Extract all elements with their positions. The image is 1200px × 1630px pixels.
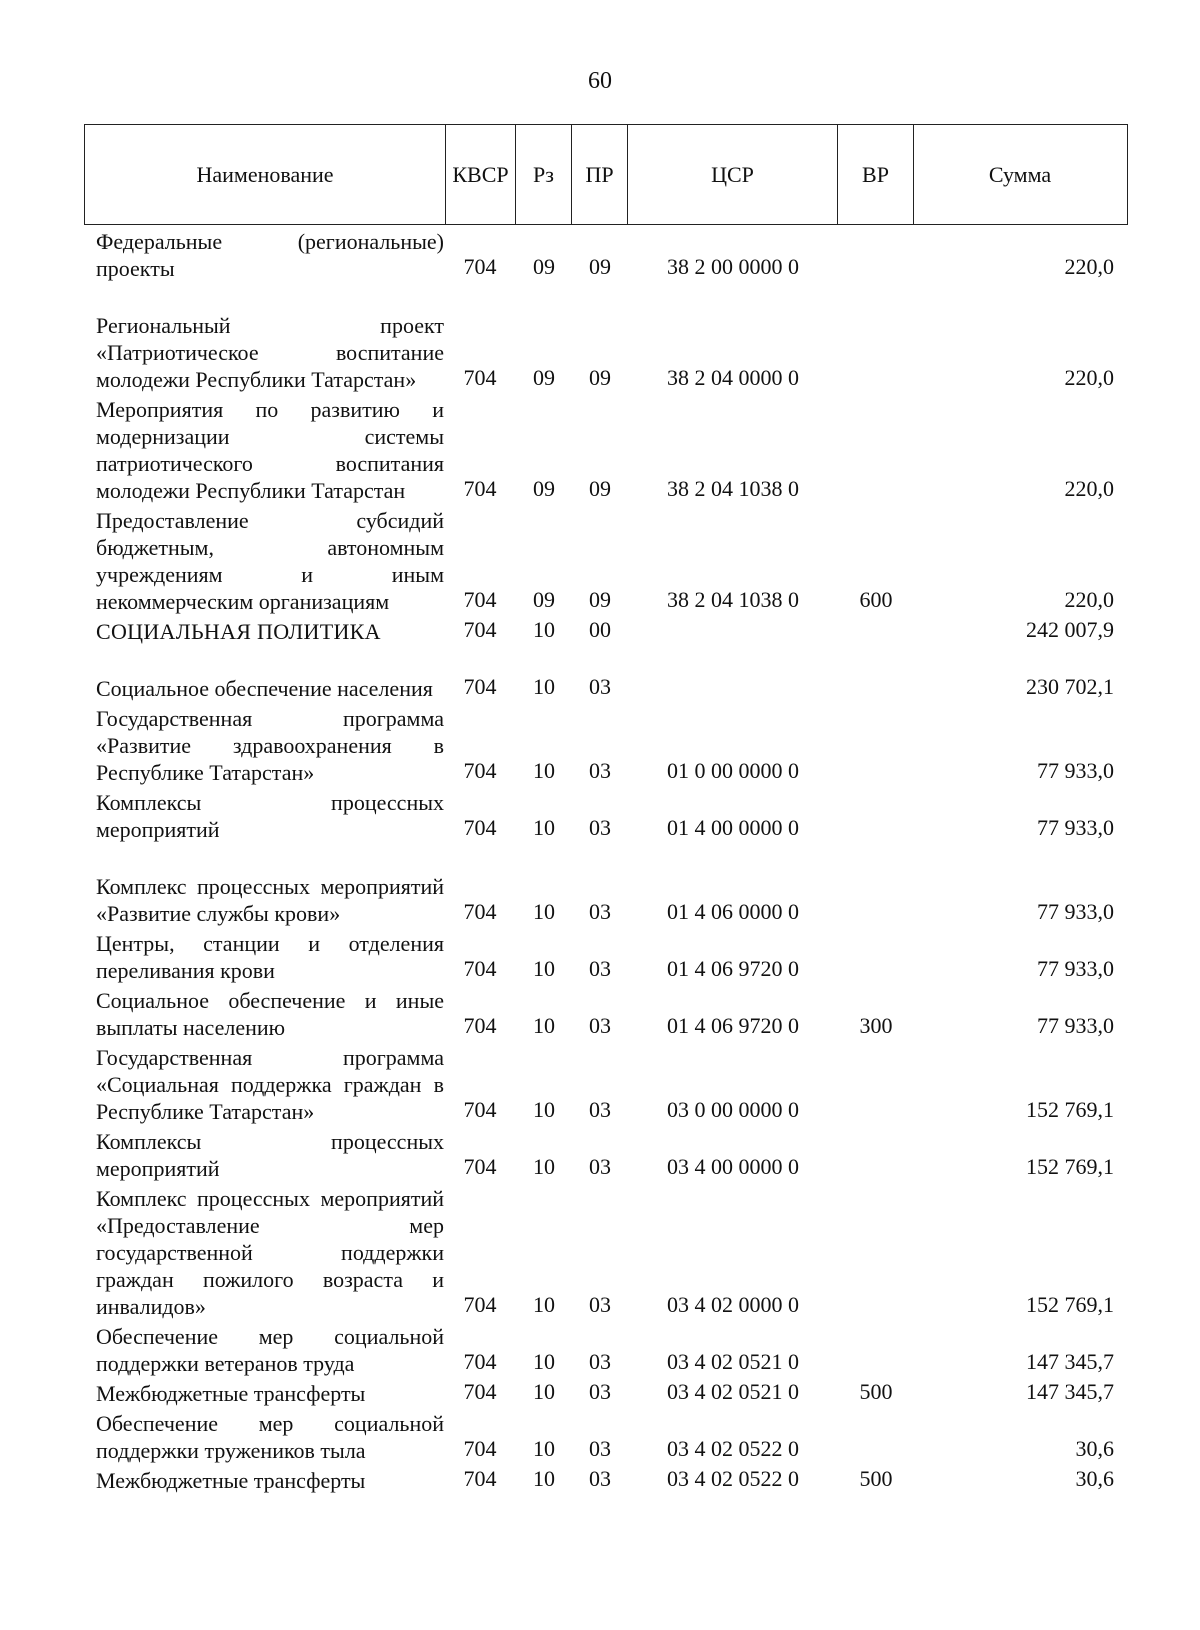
row-name: Комплексы процессных мероприятий	[96, 790, 444, 842]
cell-rz: 10	[533, 956, 555, 981]
cell-rz: 09	[533, 476, 555, 501]
cell-pr: 03	[589, 1379, 611, 1404]
cell-csr: 38 2 04 0000 0	[667, 365, 799, 390]
cell-rz: 10	[533, 815, 555, 840]
table-body	[84, 225, 1128, 1494]
cell-kvsr: 704	[463, 1097, 497, 1122]
cell-pr: 03	[589, 674, 611, 699]
cell-kvsr: 704	[463, 899, 497, 924]
cell-kvsr: 704	[463, 1436, 497, 1461]
cell-kvsr: 704	[463, 758, 497, 783]
cell-vr: 300	[859, 1013, 893, 1038]
cell-pr: 09	[589, 587, 611, 612]
cell-kvsr: 704	[463, 617, 497, 642]
cell-sum: 230 702,1	[1026, 674, 1114, 699]
cell-pr: 03	[589, 815, 611, 840]
cell-kvsr: 704	[463, 956, 497, 981]
cell-csr: 01 4 06 0000 0	[667, 899, 799, 924]
cell-csr: 03 4 02 0522 0	[667, 1436, 799, 1461]
table-row	[84, 843, 1128, 927]
cell-pr: 03	[589, 1013, 611, 1038]
cell-kvsr: 704	[463, 1379, 497, 1404]
table-row	[84, 927, 1128, 984]
cell-rz: 10	[533, 758, 555, 783]
cell-pr: 09	[589, 476, 611, 501]
cell-pr: 03	[589, 1349, 611, 1374]
cell-kvsr: 704	[463, 1349, 497, 1374]
cell-rz: 09	[533, 365, 555, 390]
cell-sum: 77 933,0	[1037, 1013, 1114, 1038]
cell-csr: 03 0 00 0000 0	[667, 1097, 799, 1122]
row-name: Обеспечение мер социальной поддержки ветеранов труда	[96, 1324, 444, 1376]
row-name: Федеральные (региональные) проекты	[96, 229, 444, 281]
page-number: 60	[588, 68, 612, 94]
cell-rz: 10	[533, 1154, 555, 1179]
cell-sum: 147 345,7	[1026, 1379, 1114, 1404]
table-row	[84, 1377, 1128, 1407]
header-rz: Рз	[515, 125, 571, 224]
cell-pr: 03	[589, 899, 611, 924]
cell-csr: 01 4 06 9720 0	[667, 1013, 799, 1038]
table-row	[84, 984, 1128, 1041]
table-row	[84, 1407, 1128, 1464]
cell-sum: 152 769,1	[1026, 1097, 1114, 1122]
cell-pr: 03	[589, 1466, 611, 1491]
cell-rz: 10	[533, 899, 555, 924]
table-row	[84, 1125, 1128, 1182]
cell-csr: 01 4 06 9720 0	[667, 956, 799, 981]
cell-csr: 03 4 02 0521 0	[667, 1379, 799, 1404]
cell-kvsr: 704	[463, 476, 497, 501]
cell-pr: 03	[589, 758, 611, 783]
row-name: Комплекс процессных мероприятий «Развитие службы крови»	[96, 874, 444, 926]
table-row	[84, 645, 1128, 702]
table-row	[84, 1041, 1128, 1125]
cell-pr: 03	[589, 956, 611, 981]
row-name: Комплекс процессных мероприятий «Предоставление мер государственной поддержки граждан пожилого возраста и инвалидов»	[96, 1186, 444, 1319]
cell-kvsr: 704	[463, 815, 497, 840]
cell-sum: 77 933,0	[1037, 956, 1114, 981]
header-name: Наименование	[196, 161, 334, 187]
cell-csr: 03 4 02 0522 0	[667, 1466, 799, 1491]
row-name: Центры, станции и отделения переливания крови	[96, 931, 444, 983]
cell-kvsr: 704	[463, 1466, 497, 1491]
row-name: Социальное обеспечение населения	[96, 676, 433, 701]
cell-csr: 38 2 04 1038 0	[667, 587, 799, 612]
cell-rz: 09	[533, 254, 555, 279]
table-row	[84, 1464, 1128, 1494]
header-sum: Сумма	[913, 125, 1126, 224]
cell-csr: 03 4 02 0521 0	[667, 1349, 799, 1374]
cell-kvsr: 704	[463, 365, 497, 390]
cell-sum: 77 933,0	[1037, 899, 1114, 924]
cell-vr: 600	[859, 587, 893, 612]
cell-vr: 500	[859, 1466, 893, 1491]
cell-sum: 220,0	[1064, 365, 1114, 390]
cell-sum: 152 769,1	[1026, 1292, 1114, 1317]
header-csr: ЦСР	[627, 125, 837, 224]
cell-rz: 10	[533, 1436, 555, 1461]
cell-csr: 03 4 00 0000 0	[667, 1154, 799, 1179]
cell-sum: 242 007,9	[1026, 617, 1114, 642]
cell-sum: 77 933,0	[1037, 758, 1114, 783]
row-name: Мероприятия по развитию и модернизации системы патриотического воспитания молодежи Республики Татарстан	[96, 397, 444, 503]
table-header	[84, 124, 1128, 225]
row-name: Социальное обеспечение и иные выплаты населению	[96, 988, 444, 1040]
table-row	[84, 786, 1128, 843]
table-row	[84, 504, 1128, 615]
row-name: Региональный проект «Патриотическое воспитание молодежи Республики Татарстан»	[96, 313, 444, 392]
header-pr: ПР	[571, 125, 627, 224]
cell-rz: 10	[533, 1379, 555, 1404]
table-row	[84, 1320, 1128, 1377]
row-name: Межбюджетные трансферты	[96, 1468, 366, 1493]
cell-sum: 220,0	[1064, 254, 1114, 279]
header-vr: ВР	[837, 125, 913, 224]
cell-kvsr: 704	[463, 1292, 497, 1317]
cell-csr: 01 4 00 0000 0	[667, 815, 799, 840]
cell-sum: 147 345,7	[1026, 1349, 1114, 1374]
cell-vr: 500	[859, 1379, 893, 1404]
header-kvsr: КВСР	[445, 125, 515, 224]
cell-pr: 03	[589, 1097, 611, 1122]
cell-rz: 10	[533, 1097, 555, 1122]
cell-kvsr: 704	[463, 1154, 497, 1179]
table-row	[84, 282, 1128, 393]
row-name: Обеспечение мер социальной поддержки тружеников тыла	[96, 1411, 444, 1463]
table-row	[84, 615, 1128, 645]
cell-pr: 03	[589, 1154, 611, 1179]
cell-kvsr: 704	[463, 674, 497, 699]
cell-rz: 10	[533, 674, 555, 699]
cell-rz: 10	[533, 1466, 555, 1491]
cell-rz: 10	[533, 1013, 555, 1038]
row-name: Комплексы процессных мероприятий	[96, 1129, 444, 1181]
cell-kvsr: 704	[463, 587, 497, 612]
row-name: Предоставление субсидий бюджетным, автономным учреждениям и иным некоммерческим организациям	[96, 508, 444, 614]
cell-rz: 10	[533, 1292, 555, 1317]
cell-rz: 10	[533, 1349, 555, 1374]
cell-sum: 152 769,1	[1026, 1154, 1114, 1179]
row-name: Государственная программа «Социальная поддержка граждан в Республике Татарстан»	[96, 1045, 444, 1124]
table-row	[84, 393, 1128, 504]
cell-sum: 30,6	[1075, 1436, 1114, 1461]
cell-sum: 220,0	[1064, 476, 1114, 501]
cell-pr: 03	[589, 1436, 611, 1461]
cell-pr: 00	[589, 617, 611, 642]
cell-pr: 09	[589, 365, 611, 390]
cell-csr: 38 2 00 0000 0	[667, 254, 799, 279]
cell-sum: 220,0	[1064, 587, 1114, 612]
row-name: Межбюджетные трансферты	[96, 1381, 366, 1406]
table-row	[84, 1182, 1128, 1320]
cell-sum: 77 933,0	[1037, 815, 1114, 840]
cell-pr: 03	[589, 1292, 611, 1317]
row-name: СОЦИАЛЬНАЯ ПОЛИТИКА	[96, 619, 381, 644]
cell-pr: 09	[589, 254, 611, 279]
cell-rz: 09	[533, 587, 555, 612]
cell-csr: 38 2 04 1038 0	[667, 476, 799, 501]
table-row	[84, 225, 1128, 282]
cell-kvsr: 704	[463, 254, 497, 279]
row-name: Государственная программа «Развитие здравоохранения в Республике Татарстан»	[96, 706, 444, 785]
cell-csr: 03 4 02 0000 0	[667, 1292, 799, 1317]
cell-kvsr: 704	[463, 1013, 497, 1038]
cell-rz: 10	[533, 617, 555, 642]
budget-table	[84, 124, 1128, 1494]
cell-csr: 01 0 00 0000 0	[667, 758, 799, 783]
cell-sum: 30,6	[1075, 1466, 1114, 1491]
table-row	[84, 702, 1128, 786]
